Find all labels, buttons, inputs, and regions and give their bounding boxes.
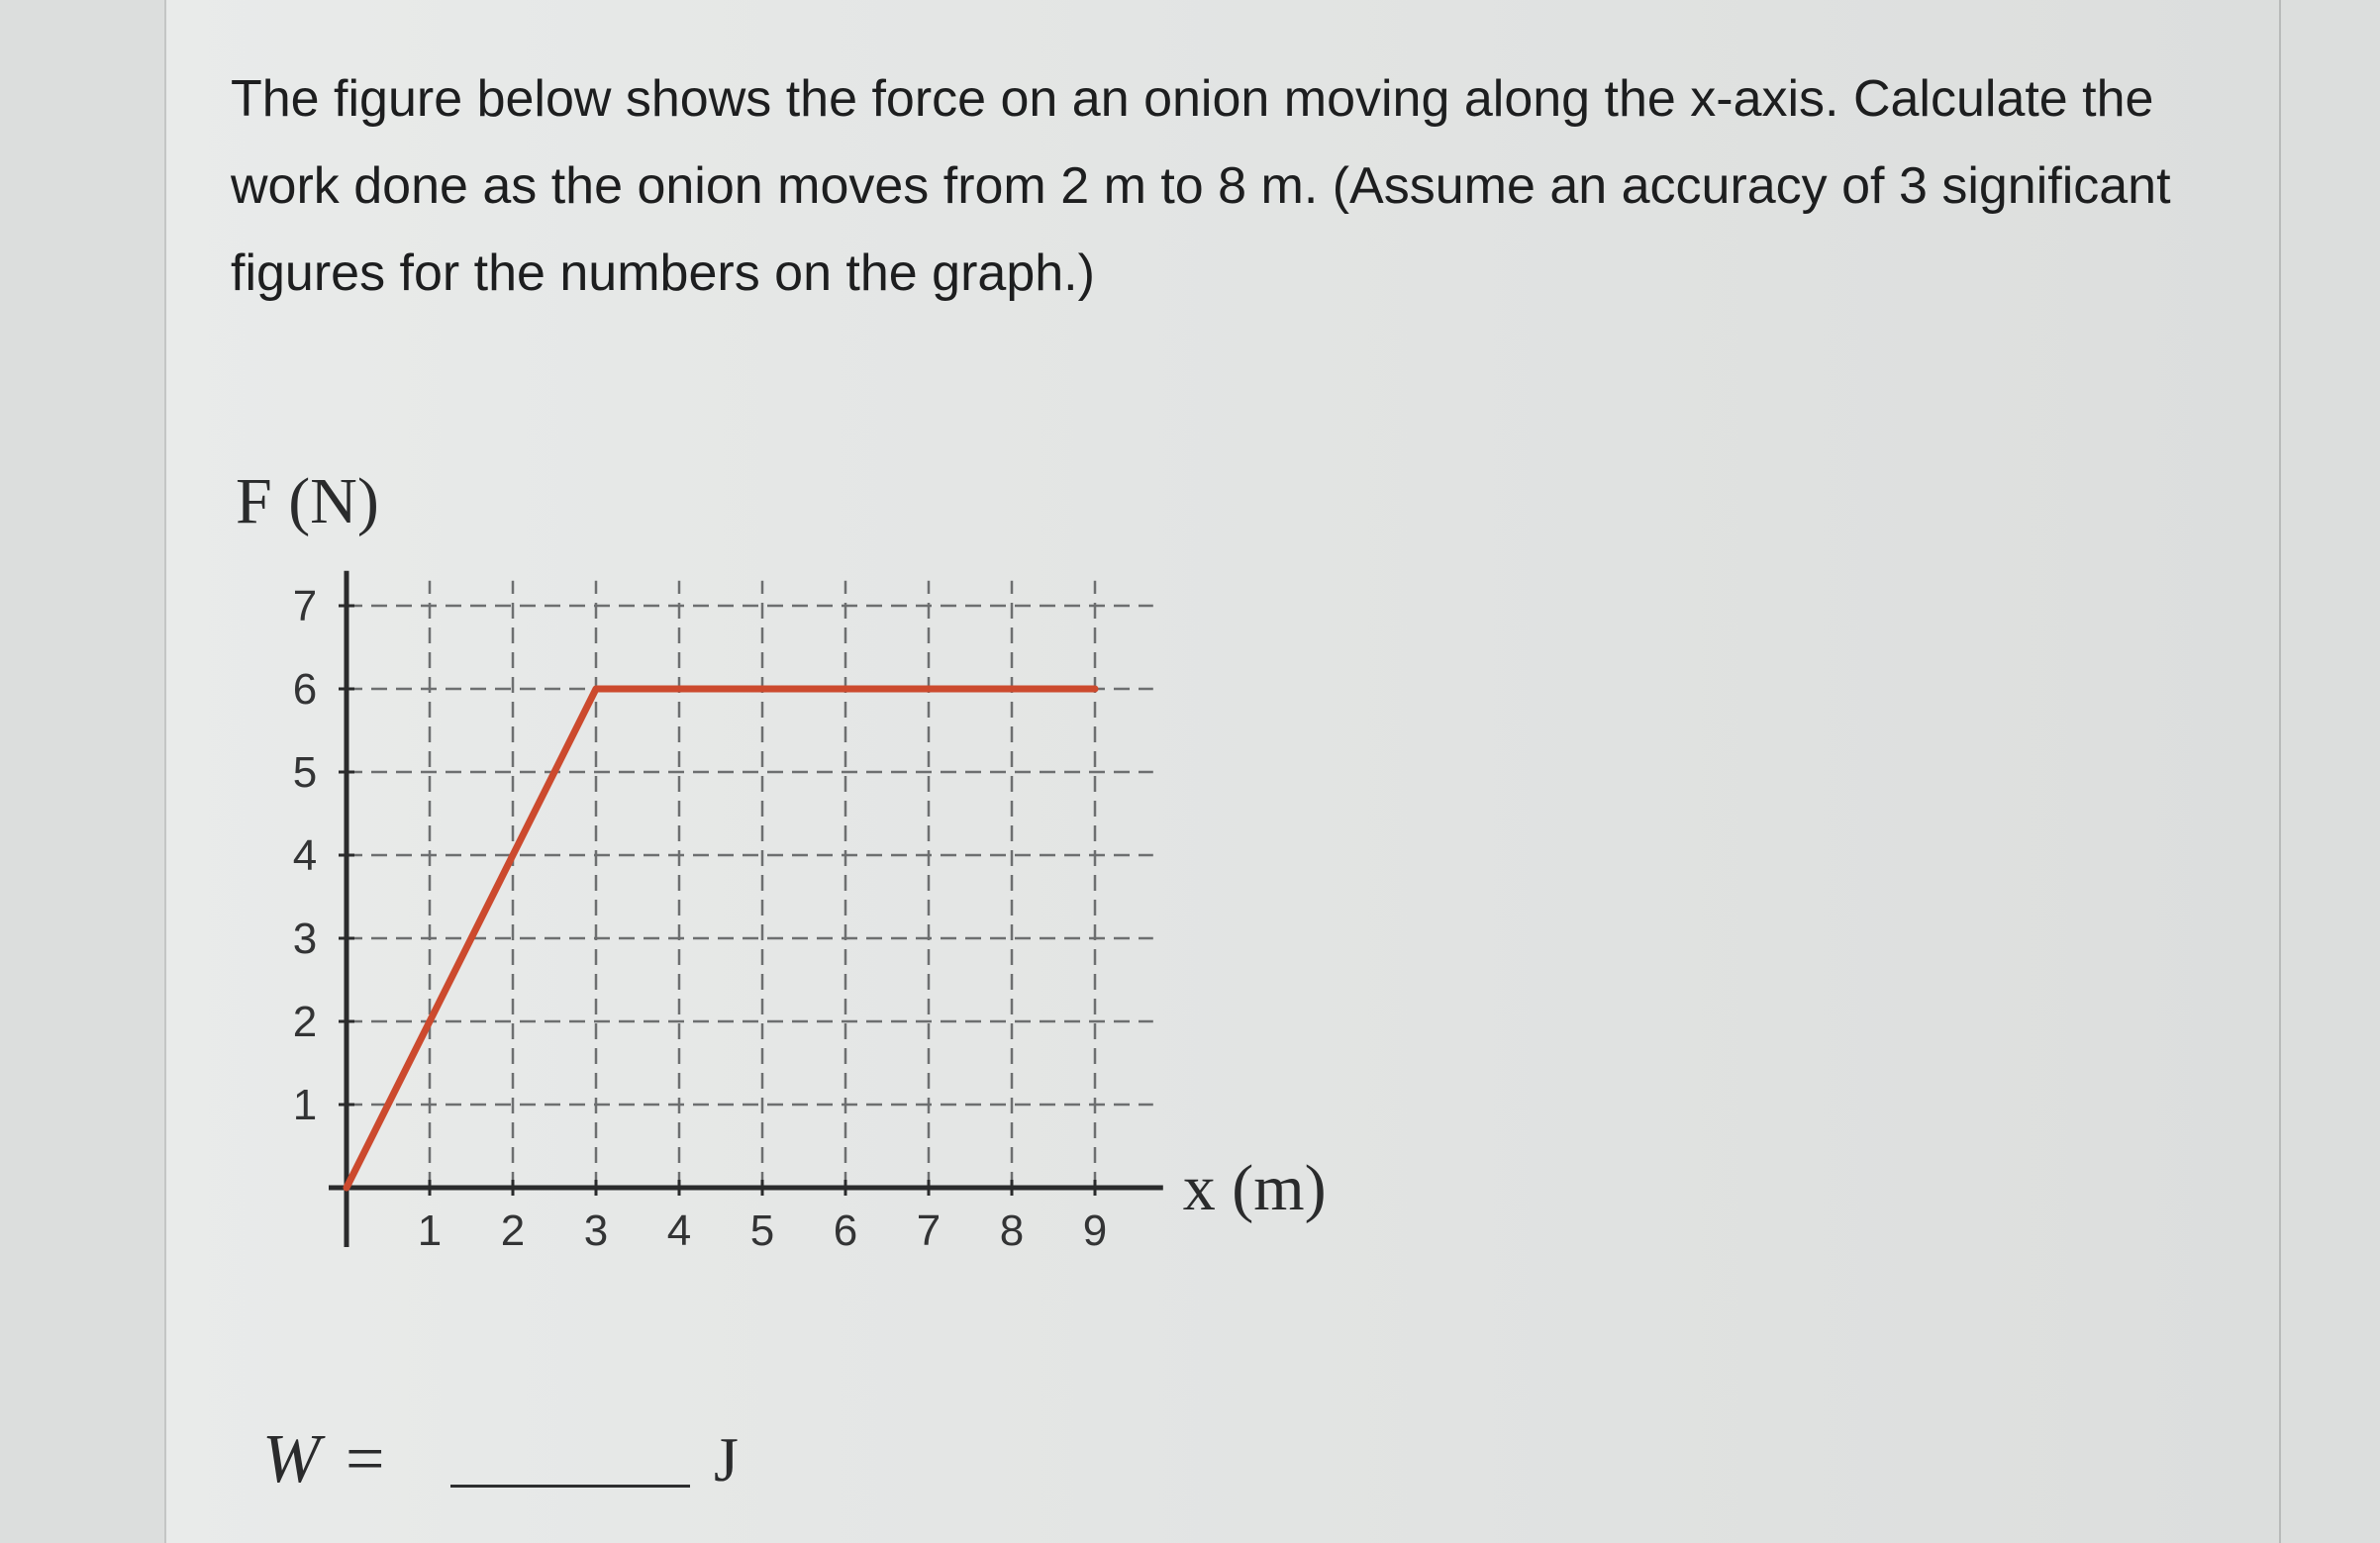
work-answer-input[interactable] <box>450 1433 690 1488</box>
x-tick-label-5: 5 <box>749 1206 775 1255</box>
x-tick-label-9: 9 <box>1082 1206 1108 1255</box>
y-tick-label-3: 3 <box>292 915 318 963</box>
y-tick-label-1: 1 <box>292 1081 318 1129</box>
chart-axes <box>329 571 1163 1247</box>
y-axis-title: F (N) <box>236 465 379 537</box>
x-tick-label-3: 3 <box>583 1206 609 1255</box>
work-variable-label: W <box>262 1421 321 1497</box>
work-unit-label: J <box>714 1424 739 1495</box>
x-tick-label-6: 6 <box>833 1206 858 1255</box>
x-axis-title: x (m) <box>1182 1152 1327 1224</box>
equals-sign: = <box>346 1421 385 1497</box>
y-tick-label-5: 5 <box>292 748 318 797</box>
chart-grid <box>347 581 1153 1188</box>
y-tick-label-6: 6 <box>292 665 318 714</box>
y-tick-label-2: 2 <box>292 998 318 1046</box>
question-text: The figure below shows the force on an onion moving along the x-axis. Calculate the work done as the onion moves from 2 m to 8 m. (Assume an accuracy of 3 significant figures for the numbers on the graph.) <box>231 70 2171 302</box>
y-tick-label-4: 4 <box>292 831 318 880</box>
y-tick-label-7: 7 <box>292 582 318 630</box>
x-tick-label-4: 4 <box>666 1206 692 1255</box>
x-tick-label-7: 7 <box>916 1206 942 1255</box>
x-tick-label-2: 2 <box>500 1206 526 1255</box>
x-tick-label-1: 1 <box>417 1206 443 1255</box>
answer-row <box>262 1415 739 1504</box>
x-tick-label-8: 8 <box>999 1206 1025 1255</box>
chart-labels <box>236 465 1327 1255</box>
